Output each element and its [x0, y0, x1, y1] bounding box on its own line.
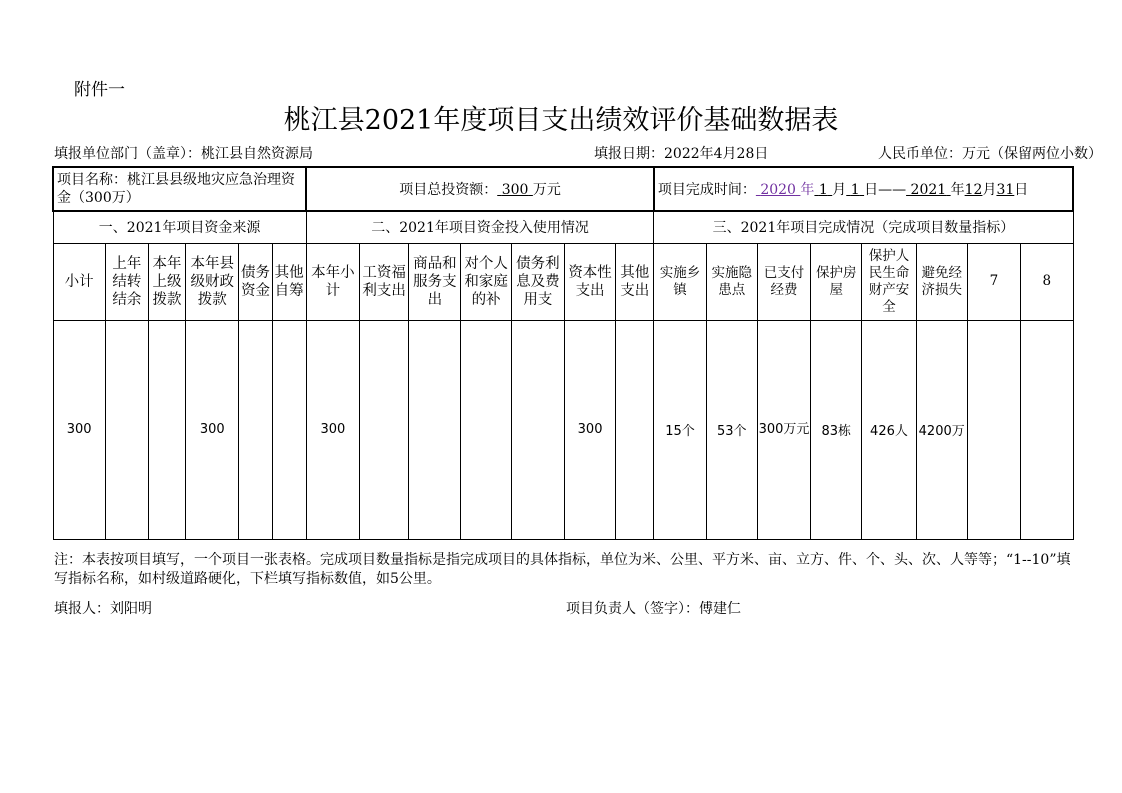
value-debt-funds [239, 320, 272, 539]
year-char-2: 年 [950, 182, 965, 199]
col-debt-funds: 债务资金 [239, 243, 272, 320]
reporting-date [594, 143, 768, 163]
value-wages-welfare [359, 320, 408, 539]
end-day-char: 日 [1014, 182, 1029, 199]
page-title: 桃江县2021年度项目支出绩效评价基础数据表 [283, 105, 839, 136]
col-other-expenditure: 其他支出 [616, 243, 654, 320]
project-name-cell [53, 167, 306, 211]
start-month: 1 [818, 182, 828, 199]
value-source-subtotal: 300 [53, 320, 105, 539]
completion-time-cell [654, 167, 1073, 211]
col-prior-year-balance: 上年结转结余 [105, 243, 148, 320]
end-day: 31 [996, 182, 1015, 199]
value-usage-subtotal: 300 [306, 320, 359, 539]
total-investment-cell [306, 167, 654, 211]
year-char: 年 [800, 182, 815, 199]
dept-value: 桃江县自然资源局 [201, 146, 313, 162]
col-superior-allocation: 本年上级拨款 [148, 243, 185, 320]
col-protected-lives: 保护人民生命财产安全 [862, 243, 916, 320]
value-paid-funds: 300万元 [757, 320, 810, 539]
total-investment-unit: 万元 [532, 182, 561, 199]
col-individual-subsidy: 对个人和家庭的补 [461, 243, 511, 320]
col-capital-expenditure: 资本性支出 [564, 243, 615, 320]
col-goods-services: 商品和服务支出 [409, 243, 461, 320]
total-investment-label: 项目总投资额： [399, 182, 498, 199]
value-self-raised [272, 320, 306, 539]
month-char-2: 月 [982, 182, 997, 199]
section-completion: 三、2021年项目完成情况（完成项目数量指标） [654, 211, 1073, 243]
value-hazard-points: 53个 [706, 320, 757, 539]
value-townships: 15个 [654, 320, 706, 539]
data-table [52, 166, 1074, 540]
start-year: 2020 [760, 182, 796, 199]
date-value: 2022年4月28日 [664, 146, 769, 162]
col-usage-subtotal: 本年小计 [306, 243, 359, 320]
col-wages-welfare: 工资福利支出 [359, 243, 408, 320]
dept-label: 填报单位部门（盖章）： [54, 146, 201, 162]
filler-signature [54, 598, 152, 618]
value-other-expenditure [616, 320, 654, 539]
value-superior-allocation [148, 320, 185, 539]
annex-label: 附件一 [74, 80, 125, 100]
col-county-allocation: 本年县级财政拨款 [186, 243, 239, 320]
table-note: 注：本表按项目填写，一个项目一张表格。完成项目数量指标是指完成项目的具体指标，单位为米、公里、平方米、亩、立方、件、个、头、次、人等等；“1--10”填写指标名称，如村级道路硬化，下栏填写指标数值，如5公里。 [54, 552, 1071, 587]
col-protected-houses: 保护房屋 [811, 243, 862, 320]
project-name-label: 项目名称： [57, 172, 127, 189]
date-label: 填报日期： [594, 146, 664, 162]
value-county-allocation: 300 [186, 320, 239, 539]
unit-label: 人民币单位： [878, 146, 962, 162]
project-head-label: 项目负责人（签字）： [566, 601, 699, 617]
col-source-subtotal: 小计 [53, 243, 105, 320]
start-day: 1 [850, 182, 860, 199]
end-month: 12 [964, 182, 983, 199]
value-indicator-7 [967, 320, 1020, 539]
section-funding-source: 一、2021年项目资金来源 [53, 211, 306, 243]
value-prior-year-balance [105, 320, 148, 539]
reporting-department [54, 143, 313, 163]
project-head-signature [566, 598, 741, 618]
project-head-value: 傅建仁 [699, 601, 741, 617]
filler-value: 刘阳明 [110, 601, 152, 617]
section-funding-usage: 二、2021年项目资金投入使用情况 [306, 211, 654, 243]
col-indicator-8: 8 [1021, 243, 1073, 320]
value-avoided-losses: 4200万 [916, 320, 967, 539]
value-capital-expenditure: 300 [564, 320, 615, 539]
col-avoided-losses: 避免经济损失 [916, 243, 967, 320]
currency-unit [878, 143, 1102, 163]
value-indicator-8 [1021, 320, 1073, 539]
completion-time-label: 项目完成时间： [657, 182, 756, 199]
col-hazard-points: 实施隐患点 [706, 243, 757, 320]
value-protected-lives: 426人 [862, 320, 916, 539]
end-year: 2021 [910, 182, 947, 199]
col-townships: 实施乡镇 [654, 243, 706, 320]
value-protected-houses: 83栋 [811, 320, 862, 539]
col-indicator-7: 7 [967, 243, 1020, 320]
day-char: 日—— [864, 182, 907, 199]
month-char: 月 [832, 182, 847, 199]
value-debt-interest [511, 320, 564, 539]
value-goods-services [409, 320, 461, 539]
col-debt-interest: 债务利息及费用支 [511, 243, 564, 320]
col-paid-funds: 已支付经费 [757, 243, 810, 320]
project-name-value: 桃江县县级地灾应急治理资金（300万） [57, 172, 295, 207]
unit-value: 万元（保留两位小数） [962, 146, 1102, 162]
value-individual-subsidy [461, 320, 511, 539]
filler-label: 填报人： [54, 601, 110, 617]
col-self-raised: 其他自筹 [272, 243, 306, 320]
total-investment-value: 300 [501, 182, 529, 199]
